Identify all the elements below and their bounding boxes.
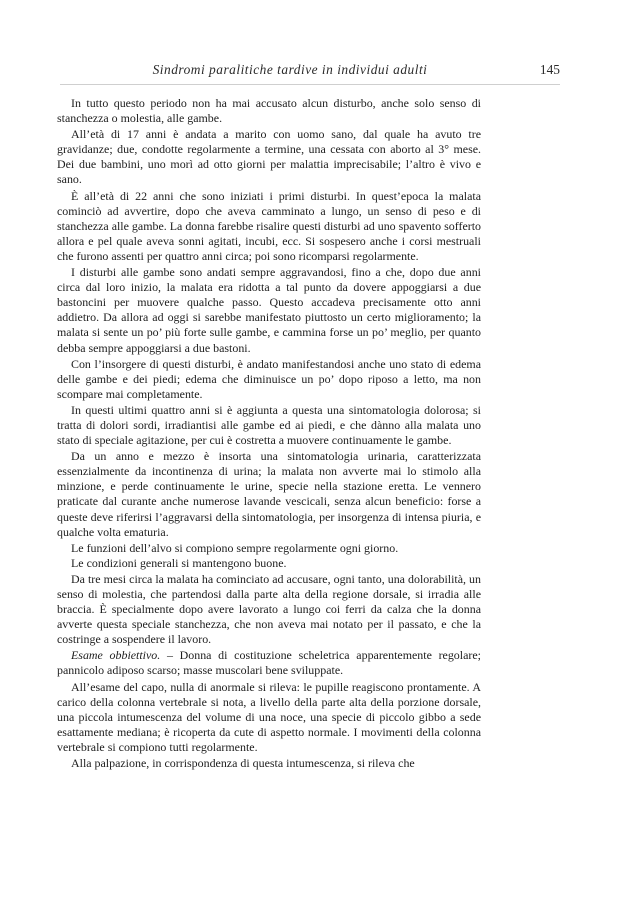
running-head: [60, 62, 560, 84]
paragraph: In questi ultimi quattro anni si è aggiunta a questa una sintomatologia dolorosa; si tratta di dolori sordi, irradiantisi alle gambe ed ai piedi, e che dànno alla malata uno stato di speciale agitazione, per cui è costretta a muovere continuamente le gambe.: [57, 402, 481, 448]
body-text: [57, 96, 481, 771]
page-number: 145: [539, 62, 560, 77]
paragraph: Le condizioni generali si mantengono buone.: [71, 555, 287, 570]
paragraph: Da tre mesi circa la malata ha cominciato ad accusare, ogni tanto, una dolorabilità, un senso di molestia, che partendosi dalla parte alta della regione dorsale, si irradia alle braccia. È specialmente dopo avere lavorato a lungo coi ferri da calza che la donna avverte questa speciale stanchezza, che non aveva mai notato per il passato, e che la costringe a sospendere il lavoro.: [57, 571, 481, 647]
paragraph: Alla palpazione, in corrispondenza di questa intumescenza, si rileva che: [71, 756, 415, 771]
exam-paragraph: [57, 648, 481, 678]
paragraph: I disturbi alle gambe sono andati sempre aggravandosi, fino a che, dopo due anni circa dal loro inizio, la malata era ridotta a tal punto da dovere appoggiarsi a due bastoncini per muovere qualche passo. Questo accadeva precisamente otto anni addietro. Da allora ad oggi si sarebbe manifestato piuttosto un certo miglioramento; la malata si sente un po’ più forte sulle gambe, e cammina forse un po’ meglio, per quanto debba sempre appoggiarsi a due bastoni.: [57, 265, 481, 355]
paragraph: Con l’insorgere di questi disturbi, è andato manifestandosi anche uno stato di edema delle gambe e dei piedi; edema che diminuisce un po’ dopo riposo a letto, ma non scompare mai completamente.: [57, 356, 481, 401]
paragraph: All’età di 17 anni è andata a marito con uomo sano, dal quale ha avuto tre gravidanze; due, condotte regolarmente a termine, una cessata con aborto al 3° mese. Dei due bambini, uno morì ad otto giorni per malattia imprecisabile; l’altro è vivo e sano.: [57, 127, 481, 187]
header-rule: [60, 84, 560, 85]
exam-text: – Donna di costituzione scheletrica apparentemente regolare; pannicolo adiposo scarso; masse muscolari bene sviluppate.: [57, 648, 481, 678]
paragraph: In tutto questo periodo non ha mai accusato alcun disturbo, anche solo senso di stanchezza o molestia, alle gambe.: [57, 96, 481, 126]
paragraph: Le funzioni dell’alvo si compiono sempre regolarmente ogni giorno.: [71, 540, 399, 555]
paragraph: All’esame del capo, nulla di anormale si rileva: le pupille reagiscono prontamente. A carico della colonna vertebrale si nota, a livello della parte alta della porzione dorsale, una piccola intumescenza del volume di una noce, una specie di piccolo gibbo a sede esattamente mediana; è ricoperta da cute di aspetto normale. I movimenti della colonna vertebrale si compiono tutti regolarmente.: [57, 679, 481, 754]
paragraph: È all’età di 22 anni che sono iniziati i primi disturbi. In quest’epoca la malata cominciò ad avvertire, dopo che aveva camminato a lungo, un senso di peso e di stanchezza alle gambe. La donna farebbe risalire questi disturbi ad uno spavento sofferto allora e pel quale aveva sonni agitati, incubi, ecc. Si sospesero anche i corsi mestruali che furono assenti per quattro anni circa; poi sono ricomparsi regolarmente.: [57, 188, 481, 263]
running-title: Sindromi paralitiche tardive in individui adulti: [152, 62, 428, 77]
paragraph: Da un anno e mezzo è insorta una sintomatologia urinaria, caratterizzata essenzialmente da incontinenza di urina; la malata non avverte mai lo stimolo alla minzione, e perde continuamente le urine, specie nella stazione eretta. Le vennero praticate dal curante anche numerose lavande vescicali, senza alcun beneficio: forse a queste deve riferirsi l’aggravarsi della sintomatologia, per insorgenza di intensa piuria, e qualche volta ematuria.: [57, 449, 481, 539]
section-label: Esame obbiettivo.: [71, 648, 161, 663]
